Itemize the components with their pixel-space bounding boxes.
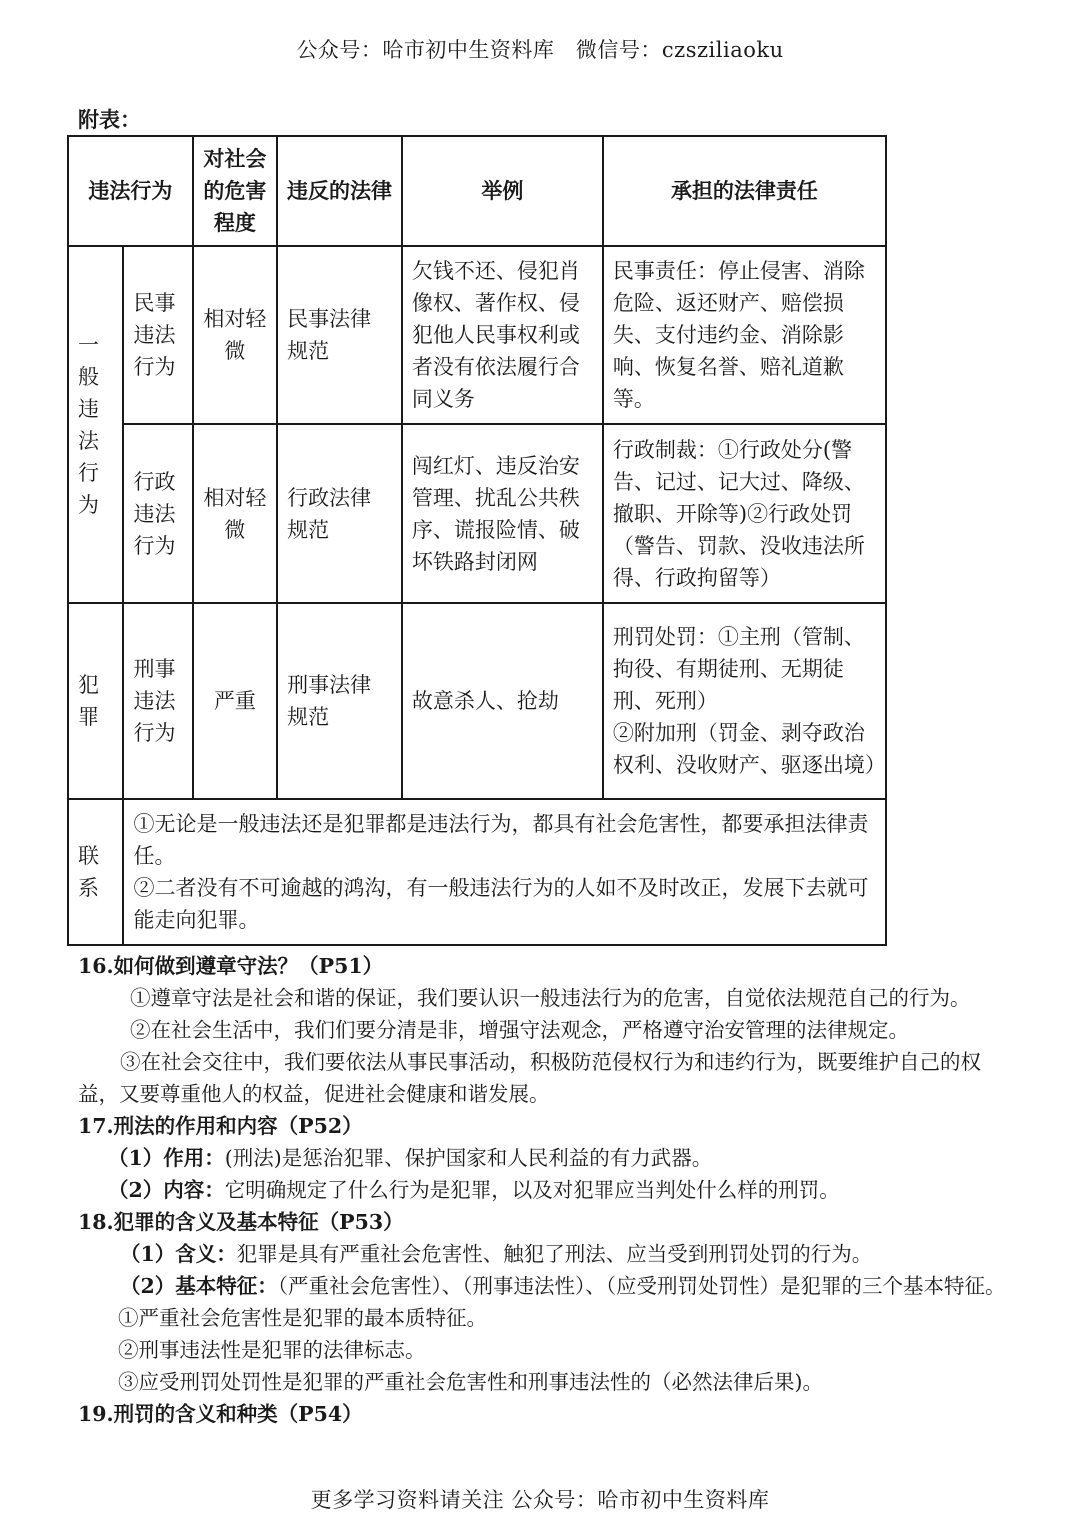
section-17-title: 17.刑法的作用和内容（P52） [78,1114,363,1138]
section-16-p3: ③在社会交往中，我们要依法从事民事活动，积极防范侵权行为和违约行为，既要维护自己的权益，又要尊重他人的权益，促进社会健康和谐发展。 [78,1050,981,1106]
role-label: （1）作用： [108,1146,225,1170]
row-example: 故意杀人、抢劫 [402,603,603,799]
relation-text [123,799,886,945]
header-harm: 对社会的危害程度 [193,136,277,246]
relation-point-1: ①无论是一般违法还是犯罪都是违法行为，都具有社会危害性，都要承担法律责任。 [133,812,869,868]
features-text: （严重社会危害性）、（刑事违法性）、（应受刑罚处罚性）是犯罪的三个基本特征。 [277,1274,1006,1298]
row-type: 刑事违法行为 [123,603,192,799]
section-16-title: 16.如何做到遵章守法？（P51） [78,954,384,978]
crime-group-cell: 犯罪 [68,603,123,799]
meaning-label: （1）含义： [120,1242,237,1266]
relation-label: 联系 [68,799,123,945]
section-16-p2: ②在社会生活中，我们们要分清是非，增强守法观念，严格遵守治安管理的法律规定。 [130,1018,909,1042]
row-example: 闯红灯、违反治安管理、扰乱公共秩序、谎报险情、破坏铁路封闭网 [402,424,603,603]
row-harm: 相对轻微 [193,424,277,603]
section-18-meaning [78,1238,1008,1270]
relation-point-2: ②二者没有不可逾越的鸿沟，有一般违法行为的人如不及时改正，发展下去就可能走向犯罪。 [133,876,869,932]
row-law: 刑事法律规范 [277,603,402,799]
section-18-features [78,1270,1008,1302]
section-16-p1: ①遵章守法是社会和谐的保证，我们要认识一般违法行为的危害，自觉依法规范自己的行为。 [130,986,971,1010]
law-comparison-table [67,135,887,946]
table-row [68,246,886,424]
section-19-title: 19.刑罚的含义和种类（P54） [78,1402,363,1426]
liability-additional-penalty: ②附加刑（罚金、剥夺政治权利、没收财产、驱逐出境） [612,721,886,777]
row-law: 民事法律规范 [277,246,402,424]
role-text: (刑法)是惩治犯罪、保护国家和人民利益的有力武器。 [224,1146,713,1170]
body-text [78,950,1008,1430]
row-liability: 行政制裁：①行政处分(警告、记过、记大过、降级、撤职、开除等)②行政处罚（警告、罚款、没收违法所得、行政拘留等） [603,424,886,603]
table-row [68,424,886,603]
meaning-text: 犯罪是具有严重社会危害性、触犯了刑法、应当受到刑罚处罚的行为。 [236,1242,873,1266]
row-example: 欠钱不还、侵犯肖像权、著作权、侵犯他人民事权利或者没有依法履行合同义务 [402,246,603,424]
row-harm: 相对轻微 [193,246,277,424]
row-liability [603,603,886,799]
section-18-f1: ①严重社会危害性是犯罪的最本质特征。 [118,1306,487,1330]
liability-main-penalty: 刑罚处罚：①主刑（管制、拘役、有期徒刑、无期徒刑、死刑） [612,625,865,713]
row-type: 行政违法行为 [123,424,192,603]
appendix-label: 附表： [78,107,141,132]
section-18-f3: ③应受刑罚处罚性是犯罪的严重社会危害性和刑事违法性的（必然法律后果)。 [118,1370,823,1394]
header-example: 举例 [402,136,603,246]
general-group-cell: 一般违法行为 [68,246,123,603]
content-label: （2）内容： [108,1178,225,1202]
section-17-role [78,1142,1008,1174]
section-18-title: 18.犯罪的含义及基本特征（P53） [78,1210,404,1234]
row-type: 民事违法行为 [123,246,192,424]
relation-row [68,799,886,945]
header-behavior: 违法行为 [68,136,193,246]
header-liability: 承担的法律责任 [603,136,886,246]
row-liability: 民事责任：停止侵害、消除危险、返还财产、赔偿损失、支付违约金、消除影响、恢复名誉、赔礼道歉等。 [603,246,886,424]
section-18-f2: ②刑事违法性是犯罪的法律标志。 [118,1338,426,1362]
table-header-row [68,136,886,246]
table-row [68,603,886,799]
row-harm: 严重 [193,603,277,799]
content-text: 它明确规定了什么行为是犯罪，以及对犯罪应当判处什么样的刑罚。 [224,1178,840,1202]
header-law: 违反的法律 [277,136,402,246]
section-17-content [78,1174,1008,1206]
page-header: 公众号：哈市初中生资料库 微信号：czsziliaoku [296,38,784,62]
features-label: （2）基本特征： [120,1274,278,1298]
row-law: 行政法律规范 [277,424,402,603]
page-footer: 更多学习资料请关注 公众号：哈市初中生资料库 [310,1488,770,1512]
